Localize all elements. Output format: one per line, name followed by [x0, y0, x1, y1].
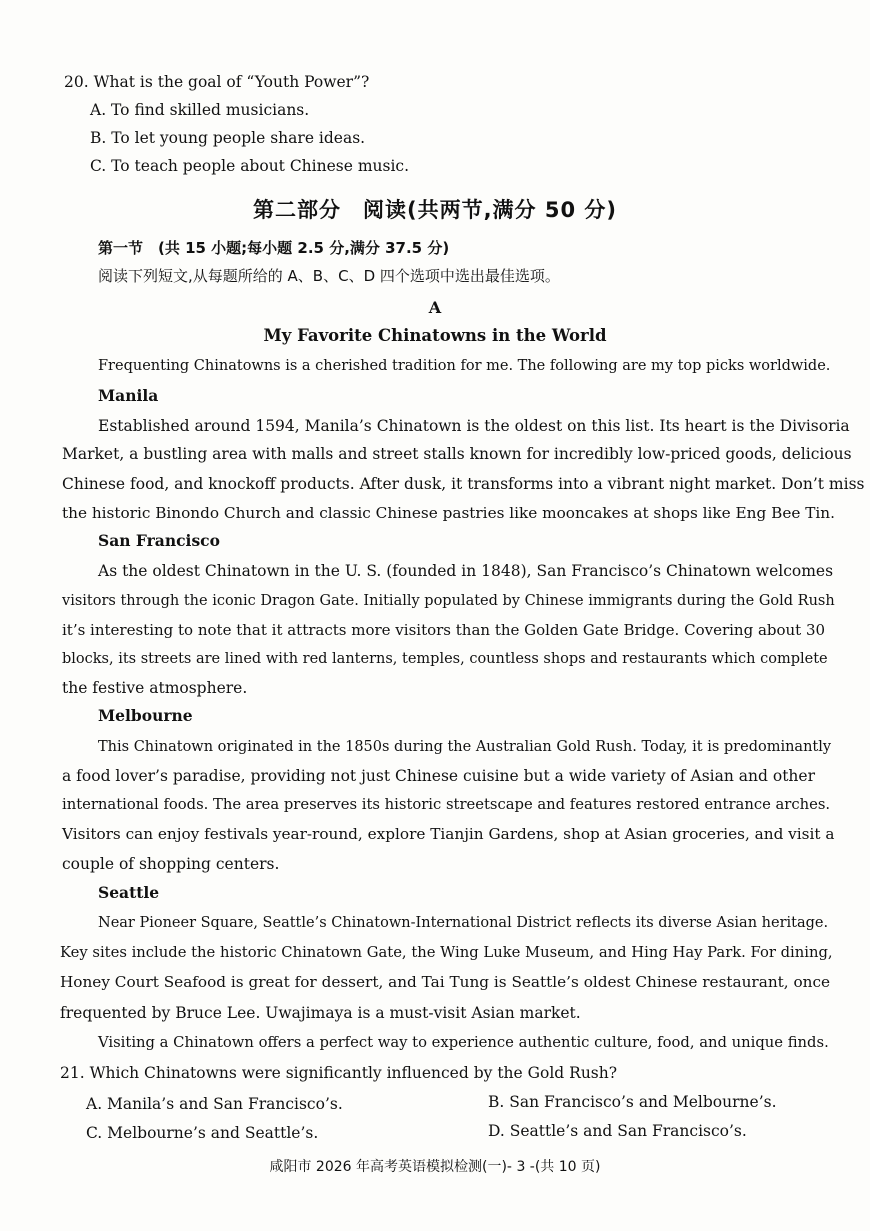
heading-manila: Manila — [98, 386, 159, 405]
sf-line: visitors through the iconic Dragon Gate. Initially populated by Chinese immigrants during the Gold Rush — [62, 593, 835, 609]
page-footer: 咸阳市 2026 年高考英语模拟检测(一)- 3 -(共 10 页) — [269, 1159, 601, 1175]
manila-line: Market, a bustling area with malls and street stalls known for incredibly low-priced goods, delicious — [62, 445, 852, 463]
section1-info: 第一节 (共 15 小题;每小题 2.5 分,满分 37.5 分) — [98, 239, 450, 257]
sf-line: blocks, its streets are lined with red lanterns, temples, countless shops and restaurants which complete — [62, 651, 828, 667]
q20-option-a: A. To find skilled musicians. — [90, 101, 310, 119]
passage-closing: Visiting a Chinatown offers a perfect way to experience authentic culture, food, and unique finds. — [98, 1034, 829, 1051]
heading-san-francisco: San Francisco — [98, 531, 220, 550]
seattle-line: Key sites include the historic Chinatown Gate, the Wing Luke Museum, and Hing Hay Park. For dining, — [60, 944, 833, 961]
q20-option-b: B. To let young people share ideas. — [90, 129, 366, 147]
heading-seattle: Seattle — [98, 883, 160, 902]
heading-melbourne: Melbourne — [98, 706, 193, 725]
sf-line: the festive atmosphere. — [62, 679, 248, 697]
manila-line — [98, 416, 850, 436]
seattle-line: frequented by Bruce Lee. Uwajimaya is a must-visit Asian market. — [60, 1004, 581, 1022]
passage-title: My Favorite Chinatowns in the World — [263, 326, 607, 345]
q21-option-b: B. San Francisco’s and Melbourne’s. — [488, 1093, 777, 1111]
part2-title: 第二部分 阅读(共两节,满分 50 分) — [252, 198, 618, 222]
sf-line: As the oldest Chinatown in the U. S. (founded in 1848), San Francisco’s Chinatown welcomes — [98, 562, 834, 580]
manila-line: Chinese food, and knockoff products. After dusk, it transforms into a vibrant night market. Don’t miss — [62, 475, 865, 493]
melbourne-line: a food lover’s paradise, providing not just Chinese cuisine but a wide variety of Asian and other — [62, 767, 815, 785]
melbourne-line: international foods. The area preserves its historic streetscape and features restored entrance arches. — [62, 796, 831, 813]
q20-stem: 20. What is the goal of “Youth Power”? — [64, 73, 370, 91]
seattle-line: Honey Court Seafood is great for dessert, and Tai Tung is Seattle’s oldest Chinese restaurant, once — [60, 973, 831, 991]
sf-line: it’s interesting to note that it attracts more visitors than the Golden Gate Bridge. Covering about 30 — [62, 621, 826, 639]
passage-label: A — [428, 298, 442, 317]
passage-intro: Frequenting Chinatowns is a cherished tradition for me. The following are my top picks worldwide. — [98, 358, 831, 374]
q21-option-c: C. Melbourne’s and Seattle’s. — [86, 1124, 319, 1142]
q20-option-c: C. To teach people about Chinese music. — [90, 157, 410, 175]
melbourne-line: Visitors can enjoy festivals year-round, explore Tianjin Gardens, shop at Asian groceries, and visit a — [62, 825, 835, 843]
manila-line: the historic Binondo Church and classic Chinese pastries like mooncakes at shops like Eng Bee Tin. — [62, 504, 835, 522]
q21-stem: 21. Which Chinatowns were significantly influenced by the Gold Rush? — [60, 1064, 618, 1082]
melbourne-line: couple of shopping centers. — [62, 855, 280, 873]
q21-option-d: D. Seattle’s and San Francisco’s. — [488, 1122, 747, 1140]
manila-line-text: Established around 1594, Manila’s Chinatown is the oldest on this list. Its heart is the Divisoria — [98, 417, 850, 435]
seattle-line: Near Pioneer Square, Seattle’s Chinatown-International District reflects its diverse Asian heritage. — [98, 915, 829, 931]
q21-option-a: A. Manila’s and San Francisco’s. — [86, 1095, 343, 1113]
reading-instruction: 阅读下列短文,从每题所给的 A、B、C、D 四个选项中选出最佳选项。 — [98, 267, 560, 285]
melbourne-line: This Chinatown originated in the 1850s during the Australian Gold Rush. Today, it is predominantly — [98, 739, 832, 755]
